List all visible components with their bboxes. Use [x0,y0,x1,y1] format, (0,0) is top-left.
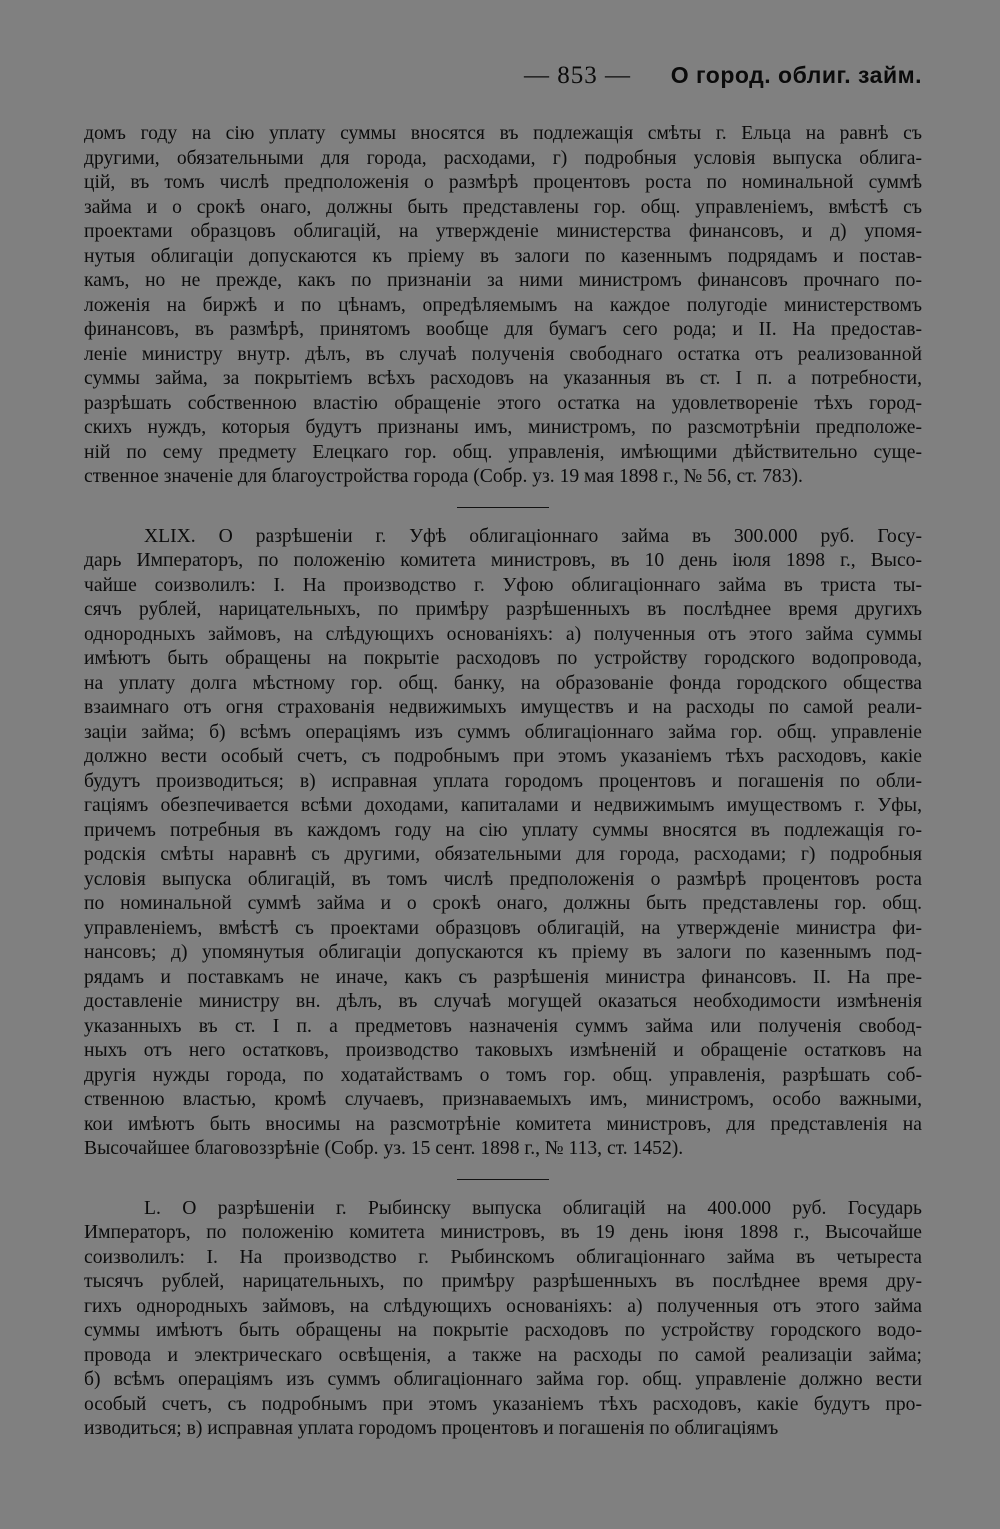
text-line: другія нужды города, по ходатайствамъ о томъ гор. общ. управленія, разрѣшать соб- [84,1064,922,1086]
text-line: сячъ рублей, нарицательныхъ, по примѣру разрѣшенныхъ въ послѣднее время другихъ [84,599,922,620]
text-line: заціи займа; б) всѣмъ операціямъ изъ суммъ облигаціоннаго займа гор. общ. управленіе [84,721,922,743]
text-line: суммы займа, за покрытіемъ всѣхъ расходовъ на указанныя въ ст. I п. а потребности, [84,368,922,389]
text-line: разрѣшать собственною властію обращеніе этого остатка на удовлетвореніе тѣхъ город- [84,392,922,414]
text-line: займа и о срокѣ онаго, должны быть представлены гор. общ. управленіемъ, вмѣстѣ съ [84,196,922,218]
text-line: имѣютъ быть обращены на покрытіе расходовъ по устройству городского водопровода, [84,648,922,669]
running-title: О город. облиг. займ. [670,62,922,88]
text-line: чайше соизволилъ: I. На производство г. Уфою облигаціоннаго займа въ триста ты- [84,574,922,596]
text-line: гаціямъ обезпечивается всѣми доходами, капиталами и недвижимымъ имуществомъ г. Уфы, [84,795,922,816]
text-line: б) всѣмъ операціямъ изъ суммъ облигаціоннаго займа гор. общ. управленіе должно вести [84,1369,922,1390]
text-line: тысячъ рублей, нарицательныхъ, по примѣру разрѣшенныхъ въ послѣднее время дру- [84,1271,922,1292]
text-line: должно вести особый счетъ, съ подробнымъ при этомъ указаніемъ тѣхъ расходовъ, какіе [84,746,922,767]
text-line: L. О разрѣшеніи г. Рыбинску выпуска облигацій на 400.000 руб. Государь [144,1197,922,1219]
section-divider [457,1179,549,1180]
text-line: управленіемъ, вмѣстѣ съ проектами образцовъ облигацій, на утвержденіе министра фи- [84,917,922,939]
text-line: XLIX. О разрѣшеніи г. Уфѣ облигаціоннаго займа въ 300.000 руб. Госу- [144,525,922,547]
text-line: провода и электрическаго освѣщенія, а также на расходы по самой реализаціи займа; [84,1344,922,1366]
body-text [84,122,922,1442]
text-line: домъ году на сію уплату суммы вносятся въ подлежащія смѣты г. Ельца на равнѣ съ [84,123,922,144]
text-line: доставленіе министру вн. дѣлъ, въ случаѣ могущей оказаться необходимости измѣненія [84,991,922,1012]
paragraph-elets-loan [84,122,922,490]
text-line: кои имѣютъ быть вносимы на разсмотрѣніе комитета министровъ, для представленія на [84,1113,922,1135]
page-number: — 853 — [524,62,631,89]
text-line: дарь Императоръ, по положенію комитета министровъ, въ 10 день іюля 1898 г., Высо- [84,550,922,571]
text-line: причемъ потребныя въ каждомъ году на сію уплату суммы вносятся въ подлежащія го- [84,819,922,841]
text-line: взаимнаго отъ огня страхованія недвижимыхъ имуществъ и на расходы по самой реали- [84,697,922,718]
text-line: Высочайшее благовоззрѣніе (Собр. уз. 15 сент. 1898 г., № 113, ст. 1452). [84,1138,684,1159]
text-line: цій, въ томъ числѣ предположенія о размѣрѣ процентовъ роста по номинальной суммѣ [84,172,922,193]
text-line: рядамъ и поставкамъ не иначе, какъ съ разрѣшенія министра финансовъ. II. На пре- [84,966,922,988]
text-line: соизволилъ: I. На производство г. Рыбинскомъ облигаціоннаго займа въ четыреста [84,1246,922,1268]
text-line: ній по сему предмету Елецкаго гор. общ. управленія, имѣющими дѣйствительно суще- [84,441,922,463]
text-line: ложенія на биржѣ и по цѣнамъ, опредѣляемымъ на каждое полугодіе министерствомъ [84,294,922,316]
text-line: другими, обязательными для города, расходами, г) подробныя условія выпуска облига- [84,147,922,169]
text-line: будутъ производиться; в) исправная уплата городомъ процентовъ и погашенія по обли- [84,770,922,792]
paragraph-rybinsk-loan [84,1197,922,1442]
text-line: гихъ однородныхъ займовъ, на слѣдующихъ основаніяхъ: а) полученныя отъ этого займа [84,1295,922,1317]
text-line: ственною властью, кромѣ случаевъ, признаваемыхъ имъ, министромъ, особо важными, [84,1089,922,1110]
text-line: камъ, но не прежде, какъ по признаніи за ними министромъ финансовъ прочнаго по- [84,270,922,291]
text-line: изводиться; в) исправная уплата городомъ процентовъ и погашенія по облигаціямъ [84,1418,779,1439]
text-line: родскія смѣты наравнѣ съ другими, обязательными для города, расходами; г) подробныя [84,844,922,865]
section-divider [457,507,549,508]
text-line: скихъ нуждъ, которыя будутъ признаны имъ, министромъ, по разсмотрѣніи предположе- [84,417,922,438]
text-line: указанныхъ въ ст. I п. а предметовъ назначенія суммъ займа или полученія свобод- [84,1015,922,1037]
text-line: на уплату долга мѣстному гор. общ. банку, на образованіе фонда городского общества [84,672,922,694]
text-line: ныхъ отъ него остатковъ, производство таковыхъ измѣненій и обращеніе остатковъ на [84,1040,922,1061]
text-line: леніе министру внутр. дѣлъ, въ случаѣ полученія свободнаго остатка отъ реализованной [84,343,922,365]
text-line: по номинальной суммѣ займа и о срокѣ онаго, должны быть представлены гор. общ. [84,893,922,914]
text-line: ственное значеніе для благоустройства города (Собр. уз. 19 мая 1898 г., № 56, ст. 783). [84,466,803,487]
paragraph-ufa-loan [84,525,922,1162]
text-line: нутыя облигаціи допускаются къ пріему въ залоги по казеннымъ подрядамъ и постав- [84,245,922,267]
text-line: нансовъ; д) упомянутыя облигаціи допускаются къ пріему въ залоги по казеннымъ под- [84,942,922,963]
text-line: финансовъ, въ размѣрѣ, принятомъ вообще для бумагъ сего рода; и II. На предостав- [84,319,922,340]
text-line: условія выпуска облигацій, въ томъ числѣ предположенія о размѣрѣ процентовъ роста [84,868,922,890]
text-line: Императоръ, по положенію комитета министровъ, въ 19 день іюня 1898 г., Высочайше [84,1222,922,1243]
text-line: однородныхъ займовъ, на слѣдующихъ основаніяхъ: а) полученныя отъ этого займа суммы [84,623,922,645]
page-header [84,60,922,96]
text-line: особый счетъ, съ подробнымъ при этомъ указаніемъ тѣхъ расходовъ, какіе будутъ про- [84,1393,922,1415]
text-line: суммы имѣютъ быть обращены на покрытіе расходовъ по устройству городского водо- [84,1320,922,1341]
text-line: проектами образцовъ облигацій, на утвержденіе министерства финансовъ, и д) упомя- [84,221,922,242]
